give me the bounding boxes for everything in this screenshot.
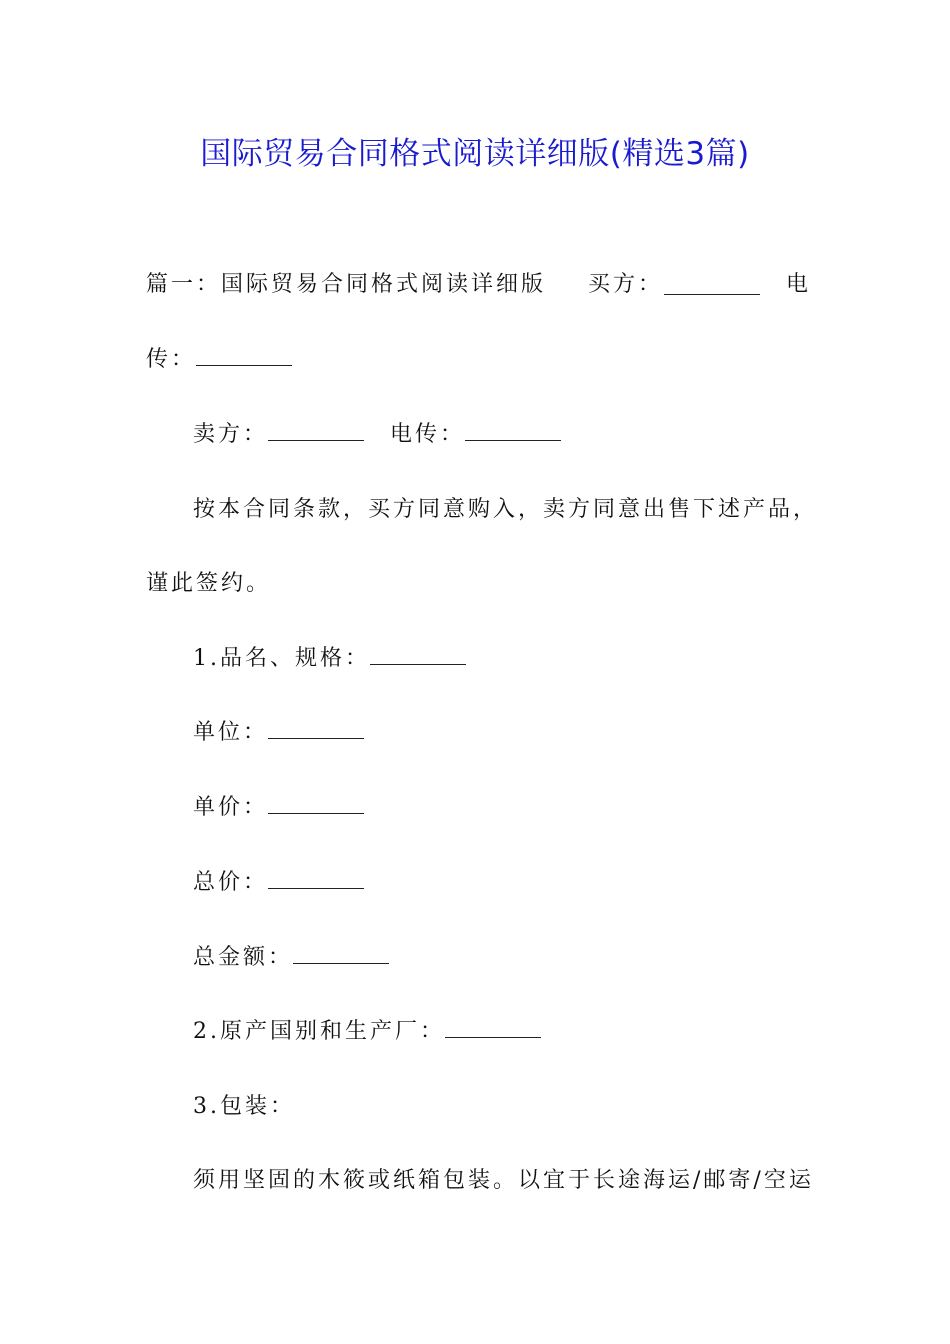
line-section-one xyxy=(146,270,812,300)
section-heading: 篇一：国际贸易合同格式阅读详细版 xyxy=(146,272,547,297)
unit-price-label: 单价： xyxy=(193,795,269,820)
buyer-blank xyxy=(664,276,760,295)
product-name-label: 1.品名、规格： xyxy=(193,646,370,671)
line-total-price xyxy=(193,868,364,898)
line-agreement: 按本合同条款，买方同意购入，卖方同意出售下述产品， xyxy=(193,497,819,522)
line-total-amount xyxy=(193,943,389,973)
total-price-label: 总价： xyxy=(193,870,269,895)
line-packing: 3.包装： xyxy=(193,1094,295,1119)
line-agreement-cont: 谨此签约。 xyxy=(146,571,272,596)
origin-label: 2.原产国别和生产厂： xyxy=(193,1019,445,1044)
seller-telex-blank xyxy=(465,422,561,441)
line-product-name xyxy=(193,644,466,674)
unit-blank xyxy=(268,720,364,739)
unit-label: 单位： xyxy=(193,720,269,745)
buyer-telex-blank xyxy=(196,347,292,366)
origin-blank xyxy=(445,1019,541,1038)
total-amount-blank xyxy=(293,945,389,964)
seller-blank xyxy=(268,422,364,441)
document-title: 国际贸易合同格式阅读详细版(精选3篇) xyxy=(200,136,750,172)
unit-price-blank xyxy=(268,795,364,814)
total-amount-label: 总金额： xyxy=(193,945,294,970)
line-origin xyxy=(193,1017,541,1047)
buyer-label: 买方： xyxy=(588,272,664,297)
seller-label: 卖方： xyxy=(193,422,269,447)
product-name-blank xyxy=(370,646,466,665)
telex-label-part1: 电 xyxy=(786,272,812,297)
telex-label-part2: 传： xyxy=(146,347,197,372)
line-telex-buyer xyxy=(146,345,292,375)
line-seller xyxy=(193,420,561,450)
total-price-blank xyxy=(268,870,364,889)
line-packing-detail: 须用坚固的木筱或纸箱包装。以宜于长途海运/邮寄/空运 xyxy=(193,1168,814,1193)
line-unit-price xyxy=(193,793,364,823)
line-unit xyxy=(193,718,364,748)
seller-telex-label: 电传： xyxy=(390,422,466,447)
